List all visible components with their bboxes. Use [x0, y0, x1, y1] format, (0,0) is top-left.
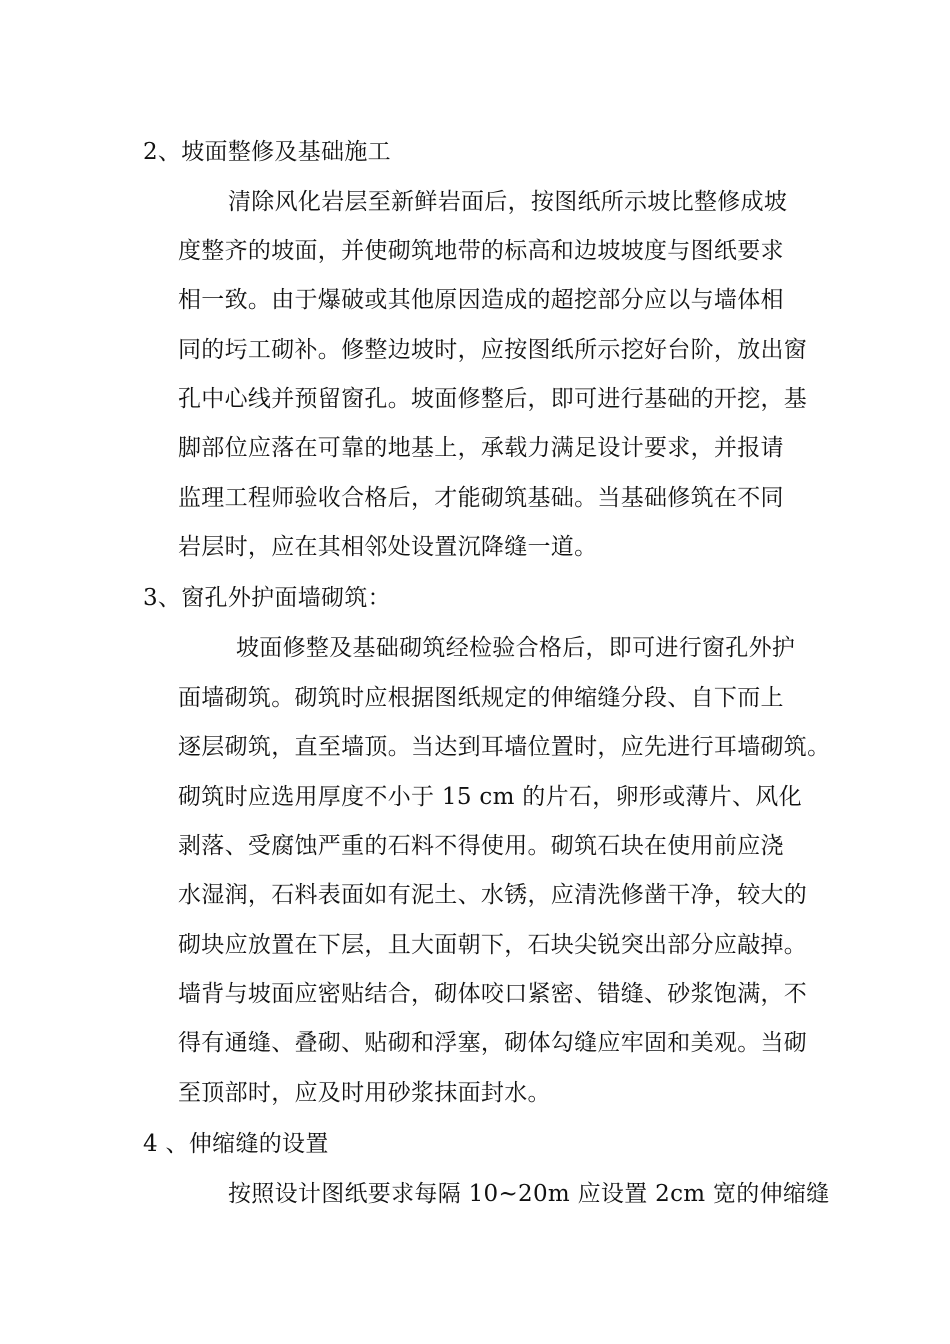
paragraph-line: 墙背与坡面应密贴结合，砌体咬口紧密、错缝、砂浆饱满，不: [178, 981, 808, 1007]
section-heading-4: 4 、伸缩缝的设置: [143, 1131, 329, 1157]
section-heading-2: 2、坡面整修及基础施工: [143, 139, 391, 165]
paragraph-line: 面墙砌筑。砌筑时应根据图纸规定的伸缩缝分段、自下而上: [178, 685, 784, 711]
paragraph-line: 监理工程师验收合格后，才能砌筑基础。当基础修筑在不同: [178, 485, 784, 511]
paragraph-line: 脚部位应落在可靠的地基上，承载力满足设计要求，并报请: [178, 435, 784, 461]
paragraph-line: 水湿润，石料表面如有泥土、水锈，应清洗修凿干净，较大的: [178, 882, 808, 908]
paragraph-line: 至顶部时，应及时用砂浆抹面封水。: [178, 1080, 551, 1106]
paragraph-line: 逐层砌筑，直至墙顶。当达到耳墙位置时，应先进行耳墙砌筑。: [178, 734, 831, 760]
paragraph-line: 相一致。由于爆破或其他原因造成的超挖部分应以与墙体相: [178, 287, 784, 313]
paragraph-line: 剥落、受腐蚀严重的石料不得使用。砌筑石块在使用前应浇: [178, 833, 784, 859]
paragraph-line: 按照设计图纸要求每隔 10~20m 应设置 2cm 宽的伸缩缝: [228, 1181, 830, 1207]
paragraph-line: 同的圬工砌补。修整边坡时，应按图纸所示挖好台阶，放出窗: [178, 337, 808, 363]
paragraph-line: 砌筑时应选用厚度不小于 15 cm 的片石，卵形或薄片、风化: [178, 784, 802, 810]
paragraph-line: 岩层时，应在其相邻处设置沉降缝一道。: [178, 534, 598, 560]
paragraph-line: 孔中心线并预留窗孔。坡面修整后，即可进行基础的开挖，基: [178, 386, 808, 412]
paragraph-line: 清除风化岩层至新鲜岩面后，按图纸所示坡比整修成坡: [228, 189, 788, 215]
paragraph-line: 得有通缝、叠砌、贴砌和浮塞，砌体勾缝应牢固和美观。当砌: [178, 1030, 808, 1056]
paragraph-line: 砌块应放置在下层，且大面朝下，石块尖锐突出部分应敲掉。: [178, 932, 808, 958]
section-heading-3: 3、窗孔外护面墙砌筑：: [143, 585, 391, 611]
paragraph-line: 度整齐的坡面，并使砌筑地带的标高和边坡坡度与图纸要求: [178, 238, 784, 264]
paragraph-line: 坡面修整及基础砌筑经检验合格后，即可进行窗孔外护: [236, 635, 796, 661]
